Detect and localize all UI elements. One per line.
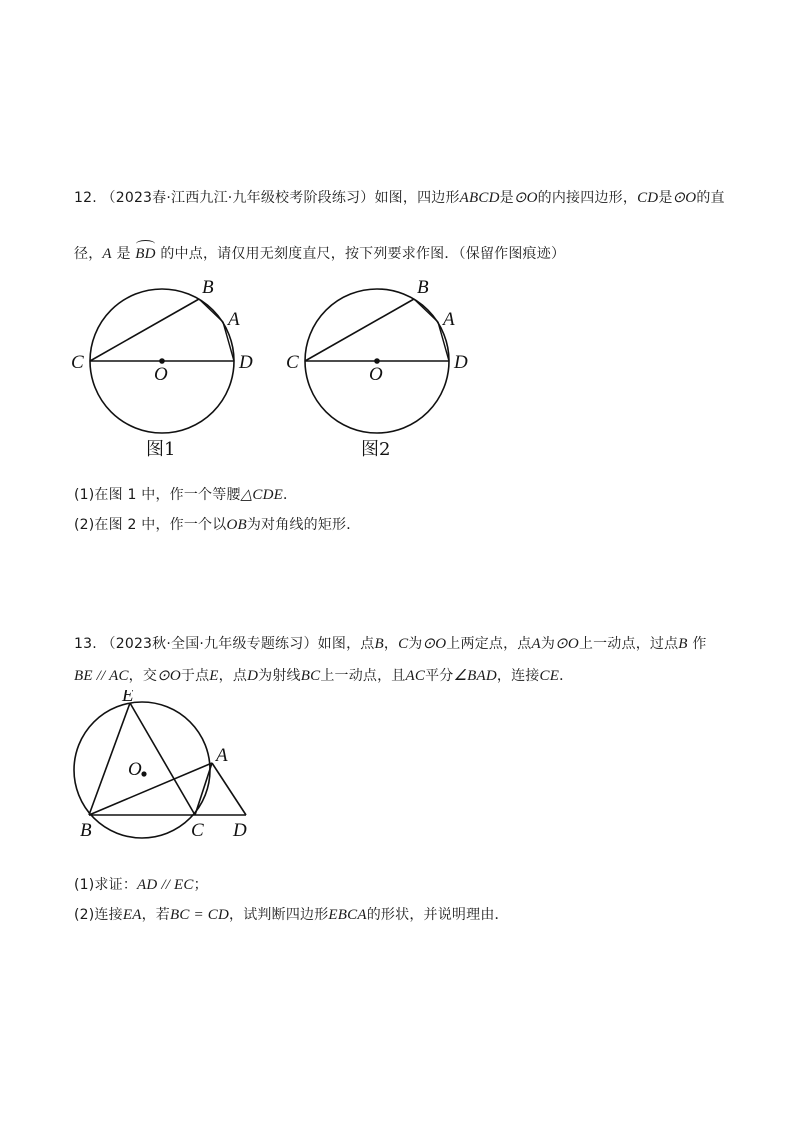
label-c: C [191, 820, 204, 841]
label-a: A [228, 309, 240, 330]
q12-text: 是 [116, 246, 131, 262]
q12-text: 是 [499, 190, 514, 206]
math-circle-o: ⊙O [555, 636, 579, 652]
math-be-parallel-ac: BE // AC [74, 668, 129, 684]
q13-text: 如图，点 [317, 636, 375, 652]
math-b: B [374, 636, 384, 652]
q13-part1-text: (1)求证： [74, 877, 138, 893]
q13-text: 上一动点，过点 [578, 636, 679, 652]
q13-source: （2023秋·全国·九年级专题练习） [101, 636, 318, 652]
math-a: A [102, 246, 112, 262]
label-c: C [71, 352, 84, 373]
label-b: B [202, 277, 214, 298]
label-c: C [286, 352, 299, 373]
q13-text: ，交 [128, 668, 158, 684]
q13-text: 上两定点，点 [446, 636, 532, 652]
q12-text: 是 [658, 190, 673, 206]
q12-part2-text: (2)在图 2 中，作一个以 [74, 517, 227, 533]
q13-text: 上一动点，且 [320, 668, 406, 684]
q12-text: 如图，四边形 [374, 190, 460, 206]
q12-part2 [74, 514, 360, 534]
q12-line2 [74, 243, 565, 263]
math-ce: CE [539, 668, 560, 684]
q12-part1-end: ． [282, 487, 298, 503]
q13-text: ，点 [218, 668, 248, 684]
figure-1-caption: 图1 [146, 439, 176, 460]
label-a: A [216, 745, 228, 766]
q13-text: ，连接 [496, 668, 540, 684]
label-d: D [239, 352, 253, 373]
q13-text: 平分 [425, 668, 454, 684]
q13-diagram [60, 690, 260, 850]
math-circle-o: ⊙O [672, 190, 697, 206]
math-angle-bad: ∠BAD [453, 668, 497, 684]
q13-text: 于点 [180, 668, 210, 684]
math-a: A [531, 636, 541, 652]
math-ebca: EBCA [328, 907, 367, 923]
q13-line2 [74, 665, 573, 685]
q12-source: （2023春·江西九江·九年级校考阶段练习） [101, 190, 375, 206]
q13-figure [60, 690, 260, 854]
label-o: O [154, 364, 168, 385]
figure-1-diagram [62, 275, 272, 465]
label-e: E [122, 690, 134, 706]
q13-part1-end: ； [193, 877, 208, 893]
q12-text: 的内接四边形， [537, 190, 638, 206]
q13-part2-text: ，若 [141, 907, 170, 923]
q13-text: ， [383, 636, 399, 652]
q12-text: 径， [74, 246, 103, 262]
q13-text: 为 [540, 636, 556, 652]
math-d: D [247, 668, 259, 684]
figure-2-caption: 图2 [361, 439, 391, 460]
math-circle-o: ⊙O [157, 668, 181, 684]
q13-part2 [74, 904, 509, 924]
q12-line1 [74, 187, 725, 207]
math-c: C [398, 636, 409, 652]
math-e: E [209, 668, 219, 684]
math-ob: OB [226, 517, 247, 533]
q13-number: 13. [74, 636, 97, 652]
math-triangle-cde: △CDE [240, 487, 283, 503]
q13-text: 为 [408, 636, 423, 652]
math-cd: CD [637, 190, 659, 206]
label-a: A [443, 309, 455, 330]
math-circle-o: ⊙O [422, 636, 447, 652]
label-o: O [369, 364, 383, 385]
label-b: B [417, 277, 429, 298]
q13-text: 作 [692, 636, 707, 652]
q12-text: 的中点，请仅用无刻度直尺，按下列要求作图．（保留作图痕迹） [160, 246, 566, 262]
q12-figure-2 [277, 275, 487, 469]
math-ad-parallel-ec: AD // EC [137, 877, 194, 893]
math-b: B [678, 636, 688, 652]
label-o: O [128, 759, 142, 780]
q12-number: 12. [74, 190, 97, 206]
q13-line1 [74, 633, 707, 653]
q13-text: ． [559, 668, 574, 684]
math-bc-eq-cd: BC = CD [169, 907, 230, 923]
math-arc-bd: BD [135, 246, 156, 262]
q12-text: 的直 [696, 190, 725, 206]
math-bc: BC [300, 668, 321, 684]
q13-part2-text: 的形状，并说明理由． [366, 907, 509, 923]
q12-figure-1 [62, 275, 272, 469]
math-ac: AC [405, 668, 426, 684]
figure-2-diagram [277, 275, 487, 465]
math-ea: EA [122, 907, 142, 923]
q13-part2-text: ，试判断四边形 [229, 907, 329, 923]
label-d: D [454, 352, 468, 373]
q13-part2-text: (2)连接 [74, 907, 123, 923]
label-d: D [233, 820, 247, 841]
q13-text: 为射线 [258, 668, 301, 684]
q12-part1 [74, 484, 297, 504]
math-abcd: ABCD [459, 190, 500, 206]
q12-part2-text: 为对角线的矩形． [246, 517, 361, 533]
q13-part1 [74, 874, 208, 894]
q12-part1-text: (1)在图 1 中，作一个等腰 [74, 487, 241, 503]
label-b: B [80, 820, 92, 841]
math-circle-o: ⊙O [513, 190, 538, 206]
